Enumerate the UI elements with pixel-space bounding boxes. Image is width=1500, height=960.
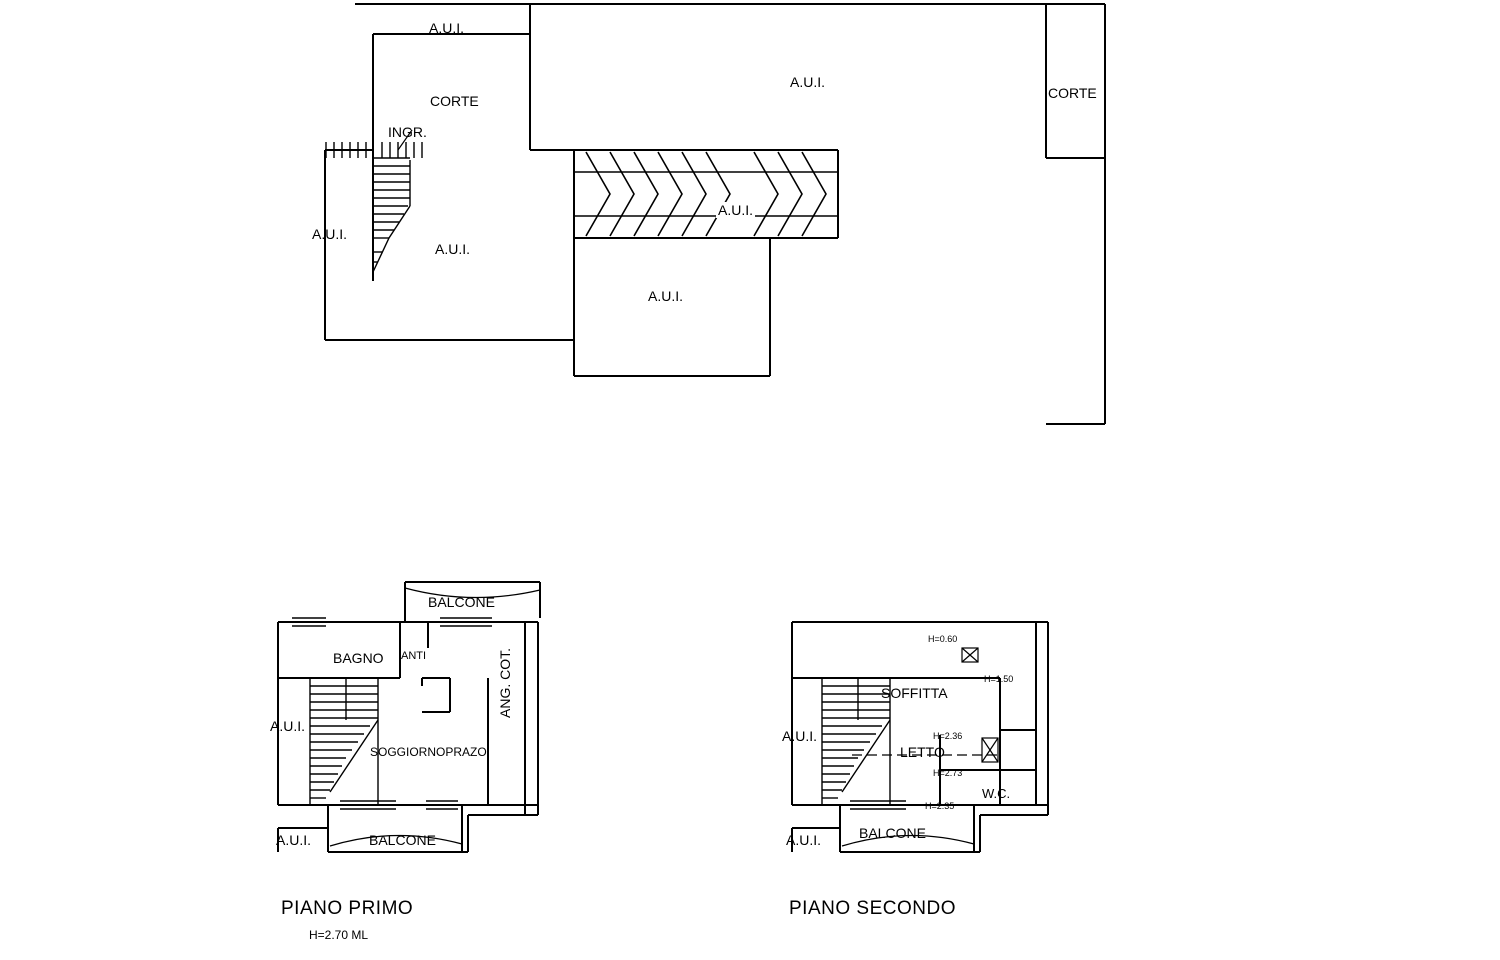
label-aui-top: A.U.I. bbox=[429, 20, 465, 36]
label-secondo-aui-bottom-left: A.U.I. bbox=[786, 832, 822, 848]
label-secondo-aui-left: A.U.I. bbox=[782, 728, 818, 744]
note-piano-primo-height: H=2.70 ML bbox=[309, 928, 369, 942]
label-h-235: H=2.35 bbox=[925, 801, 955, 811]
label-h-060: H=0.60 bbox=[928, 634, 958, 644]
label-aui-left: A.U.I. bbox=[312, 226, 348, 242]
label-primo-balcone-top: BALCONE bbox=[428, 594, 495, 610]
label-secondo-balcone: BALCONE bbox=[859, 825, 926, 841]
title-piano-primo: PIANO PRIMO bbox=[281, 898, 414, 919]
label-ang-cot: ANG. COT. bbox=[497, 647, 513, 718]
label-aui-center: A.U.I. bbox=[435, 241, 471, 257]
label-bagno: BAGNO bbox=[333, 650, 384, 666]
title-piano-secondo: PIANO SECONDO bbox=[789, 898, 956, 919]
label-aui-bottom: A.U.I. bbox=[648, 288, 684, 304]
label-h-273: H=2.73 bbox=[933, 768, 963, 778]
label-wc: W.C. bbox=[982, 786, 1011, 801]
label-aui-hatched: A.U.I. bbox=[718, 202, 754, 218]
label-h-236: H=2.36 bbox=[933, 731, 963, 741]
label-corte-left: CORTE bbox=[430, 93, 479, 109]
label-h-150: H=1.50 bbox=[984, 674, 1014, 684]
label-soffitta: SOFFITTA bbox=[881, 685, 948, 701]
site-plan-geometry bbox=[0, 0, 1500, 470]
label-anti: ANTI bbox=[401, 650, 427, 662]
label-soggiorno: SOGGIORNOPRAZO bbox=[370, 745, 487, 759]
label-primo-aui-left: A.U.I. bbox=[270, 718, 306, 734]
label-primo-balcone-bottom: BALCONE bbox=[369, 832, 436, 848]
label-ingr: INGR. bbox=[388, 124, 427, 140]
label-aui-right-top: A.U.I. bbox=[790, 74, 826, 90]
label-primo-aui-bottom-left: A.U.I. bbox=[276, 832, 312, 848]
label-letto: LETTO bbox=[900, 744, 945, 760]
label-corte-right: CORTE bbox=[1048, 85, 1097, 101]
